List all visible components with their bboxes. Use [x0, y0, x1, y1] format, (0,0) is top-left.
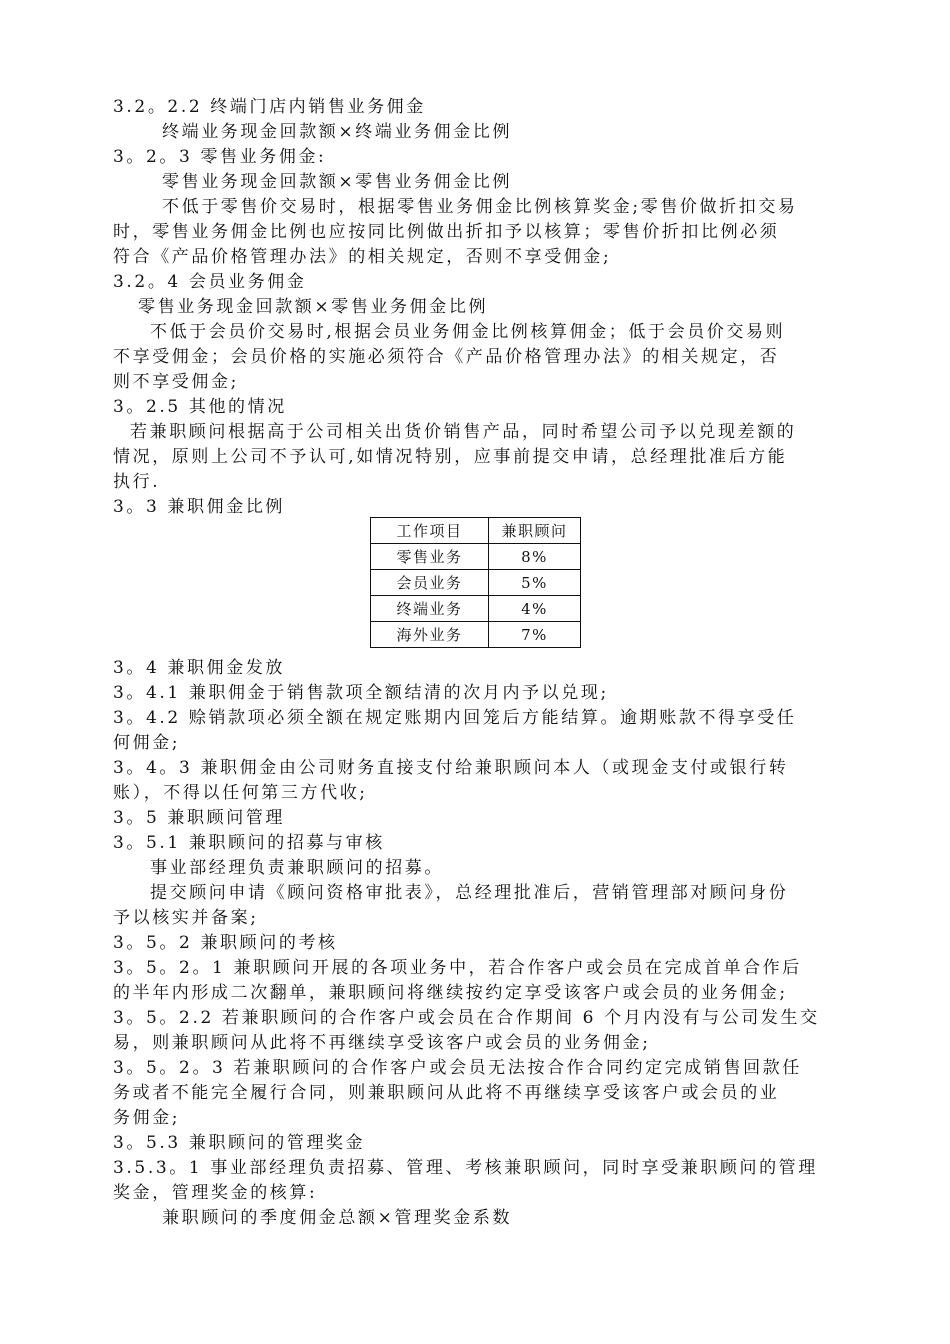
text-line: 3。4。3 兼职佣金由公司财务直接支付给兼职顾问本人（或现金支付或银行转	[113, 758, 789, 778]
text-line: 3。5。2。3 若兼职顾问的合作客户或会员无法按合作合同约定完成销售回款任	[113, 1058, 802, 1078]
text-line: 3。3 兼职佣金比例	[113, 497, 286, 517]
text-line: 则不享受佣金;	[113, 372, 239, 392]
table-cell: 7%	[489, 622, 581, 648]
table-cell: 终端业务	[371, 596, 489, 622]
text-line: 3.2。2.2 终端门店内销售业务佣金	[113, 97, 426, 117]
text-line: 时，零售业务佣金比例也应按同比例做出折扣予以核算；零售价折扣比例必须	[113, 222, 780, 242]
text-line: 若兼职顾问根据高于公司相关出货价销售产品，同时希望公司予以兑现差额的	[130, 422, 797, 442]
text-line: 3。2.5 其他的情况	[113, 397, 287, 417]
text-line: 3.2。4 会员业务佣金	[113, 272, 307, 292]
text-line: 奖金，管理奖金的核算:	[113, 1183, 318, 1203]
text-line: 符合《产品价格管理办法》的相关规定，否则不享受佣金;	[113, 247, 612, 267]
table-cell: 海外业务	[371, 622, 489, 648]
text-line: 3。5.1 兼职顾问的招募与审核	[113, 833, 385, 853]
text-line: 予以核实并备案;	[113, 908, 259, 928]
text-line: 3。5。2.2 若兼职顾问的合作客户或会员在合作期间 6 个月内没有与公司发生交	[113, 1008, 820, 1028]
table-cell: 8%	[489, 544, 581, 570]
text-line: 不享受佣金；会员价格的实施必须符合《产品价格管理办法》的相关规定，否	[113, 347, 780, 367]
text-line: 3。2。3 零售业务佣金:	[113, 147, 327, 167]
text-line: 3.5.3。1 事业部经理负责招募、管理、考核兼职顾问，同时享受兼职顾问的管理	[113, 1158, 818, 1178]
table-row	[371, 544, 581, 570]
text-line: 零售业务现金回款额×零售业务佣金比例	[162, 172, 513, 192]
table-cell: 会员业务	[371, 570, 489, 596]
text-line: 终端业务现金回款额×终端业务佣金比例	[162, 122, 513, 142]
table-header-row	[371, 518, 581, 544]
text-line: 务或者不能完全履行合同，则兼职顾问从此将不再继续享受该客户或会员的业	[113, 1083, 780, 1103]
text-line: 3。5 兼职顾问管理	[113, 808, 286, 828]
table-header-cell: 兼职顾问	[489, 518, 581, 544]
text-line: 务佣金;	[113, 1108, 181, 1128]
text-line: 情况，原则上公司不予认可,如情况特别，应事前提交申请，总经理批准后方能	[113, 447, 788, 467]
text-line: 不低于会员价交易时,根据会员业务佣金比例核算佣金；低于会员价交易则	[150, 322, 786, 342]
table-row	[371, 570, 581, 596]
text-line: 3。4.1 兼职佣金于销售款项全额结清的次月内予以兑现;	[113, 683, 609, 703]
text-line: 3。5。2。1 兼职顾问开展的各项业务中，若合作客户或会员在完成首单合作后	[113, 958, 802, 978]
text-line: 事业部经理负责兼职顾问的招募。	[150, 858, 444, 878]
text-line: 3。4.2 赊销款项必须全额在规定账期内回笼后方能结算。逾期账款不得享受任	[113, 708, 797, 728]
table-cell: 4%	[489, 596, 581, 622]
text-line: 3。4 兼职佣金发放	[113, 658, 286, 678]
text-line: 何佣金;	[113, 733, 181, 753]
text-line: 零售业务现金回款额×零售业务佣金比例	[138, 297, 489, 317]
table-row	[371, 622, 581, 648]
text-line: 3。5。2 兼职顾问的考核	[113, 933, 338, 953]
text-line: 易，则兼职顾问从此将不再继续享受该客户或会员的业务佣金;	[113, 1033, 651, 1053]
table-cell: 零售业务	[371, 544, 489, 570]
commission-ratio-table	[370, 517, 581, 648]
table-header-cell: 工作项目	[371, 518, 489, 544]
text-line: 账），不得以任何第三方代收;	[113, 783, 368, 803]
text-line: 的半年内形成二次翻单，兼职顾问将继续按约定享受该客户或会员的业务佣金;	[113, 983, 788, 1003]
text-line: 不低于零售价交易时，根据零售业务佣金比例核算奖金;零售价做折扣交易	[162, 197, 798, 217]
table-row	[371, 596, 581, 622]
text-line: 3。5.3 兼职顾问的管理奖金	[113, 1133, 366, 1153]
text-line: 提交顾问申请《顾问资格审批表》，总经理批准后，营销管理部对顾问身份	[150, 883, 789, 903]
text-line: 兼职顾问的季度佣金总额×管理奖金系数	[162, 1208, 513, 1228]
table-cell: 5%	[489, 570, 581, 596]
text-line: 执行.	[113, 472, 161, 492]
